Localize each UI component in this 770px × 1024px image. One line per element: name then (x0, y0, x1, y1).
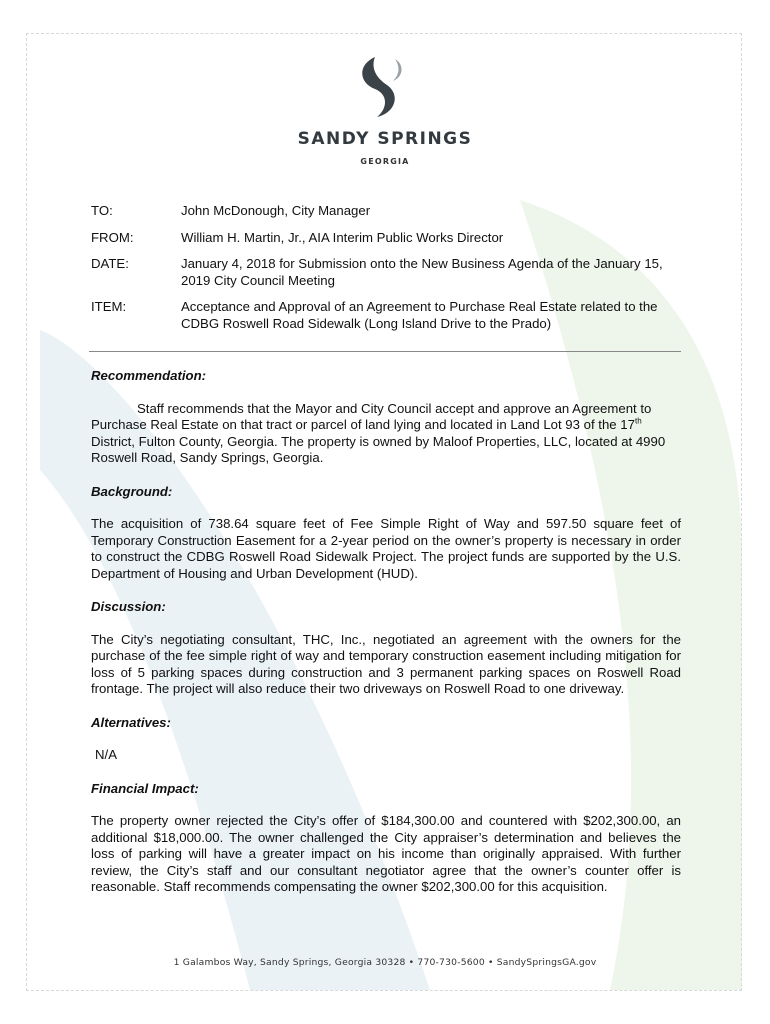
to-value: John McDonough, City Manager (181, 203, 371, 218)
item-value: Acceptance and Approval of an Agreement to Purchase Real Estate related to the CDBG Roswell Road Sidewalk (Long Island Drive to the Prado) (181, 299, 658, 331)
header-divider (89, 351, 681, 352)
sandy-springs-logo (0, 55, 770, 166)
memo-header (91, 203, 681, 342)
from-value: William H. Martin, Jr., AIA Interim Public Works Director (181, 229, 504, 245)
recommendation-text (91, 401, 681, 467)
background-text: The acquisition of 738.64 square feet of Fee Simple Right of Way and 597.50 square feet of Temporary Construction Easement for a 2-year period on the owner’s property is necessary in order to construct the CDBG Roswell Road Sidewalk Project. The project funds are supported by the U.S. Department of Housing and Urban Development (HUD). (91, 516, 681, 581)
recommendation-text-part-1: Staff recommends that the Mayor and City Council accept and approve an Agreement to Purchase Real Estate on that tract or parcel of land lying and located in Land Lot 93 of the 17 (91, 400, 652, 432)
to-label: TO: (91, 203, 113, 218)
alternatives-heading: Alternatives: (91, 714, 171, 730)
from-label: FROM: (91, 229, 134, 245)
discussion-heading: Discussion: (91, 599, 166, 614)
recommendation-heading: Recommendation: (91, 368, 207, 383)
brand-name: SANDY SPRINGS (297, 129, 473, 149)
item-label: ITEM: (91, 299, 127, 314)
memo-from-row (91, 230, 681, 247)
financial-impact-text: The property owner rejected the City’s offer of $184,300.00 and countered with $202,300.00, an additional $18,000.00. The owner challenged the City appraiser’s determination and believes the loss of parking will have a greater impact on his income than originally appraised. With further review, the City’s staff and our consultant negotiator agree that the owner’s counter offer is reasonable. Staff recommends compensating the owner $202,300.00 for this acquisition. (91, 813, 681, 894)
footer-contact: 1 Galambos Way, Sandy Springs, Georgia 30328 • 770-730-5600 • SandySpringsGA.gov (173, 957, 597, 968)
financial-impact-heading: Financial Impact: (91, 780, 199, 796)
memo-date-row (91, 256, 681, 289)
date-value: January 4, 2018 for Submission onto the New Business Agenda of the January 15, 2019 City Council Meeting (181, 256, 663, 288)
ordinal-superscript: th (634, 416, 642, 426)
recommendation-text-part-2: District, Fulton County, Georgia. The property is owned by Maloof Properties, LLC, located at 4990 Roswell Road, Sandy Springs, Georgia. (91, 433, 666, 465)
memo-to-row (91, 203, 681, 220)
date-label: DATE: (91, 256, 129, 271)
background-heading: Background: (91, 483, 173, 499)
brand-state: GEORGIA (360, 157, 410, 166)
memo-item-row (91, 299, 681, 332)
memo-body (91, 368, 681, 913)
sandy-springs-swirl-icon (355, 55, 415, 121)
alternatives-text: N/A (95, 747, 117, 762)
discussion-text: The City’s negotiating consultant, THC, Inc., negotiated an agreement with the owners for the purchase of the fee simple right of way and temporary construction easement including mitigation for loss of 5 parking spaces during construction and 3 permanent parking spaces on Roswell Road frontage. The project will also reduce their two driveways on Roswell Road to one driveway. (91, 631, 681, 696)
